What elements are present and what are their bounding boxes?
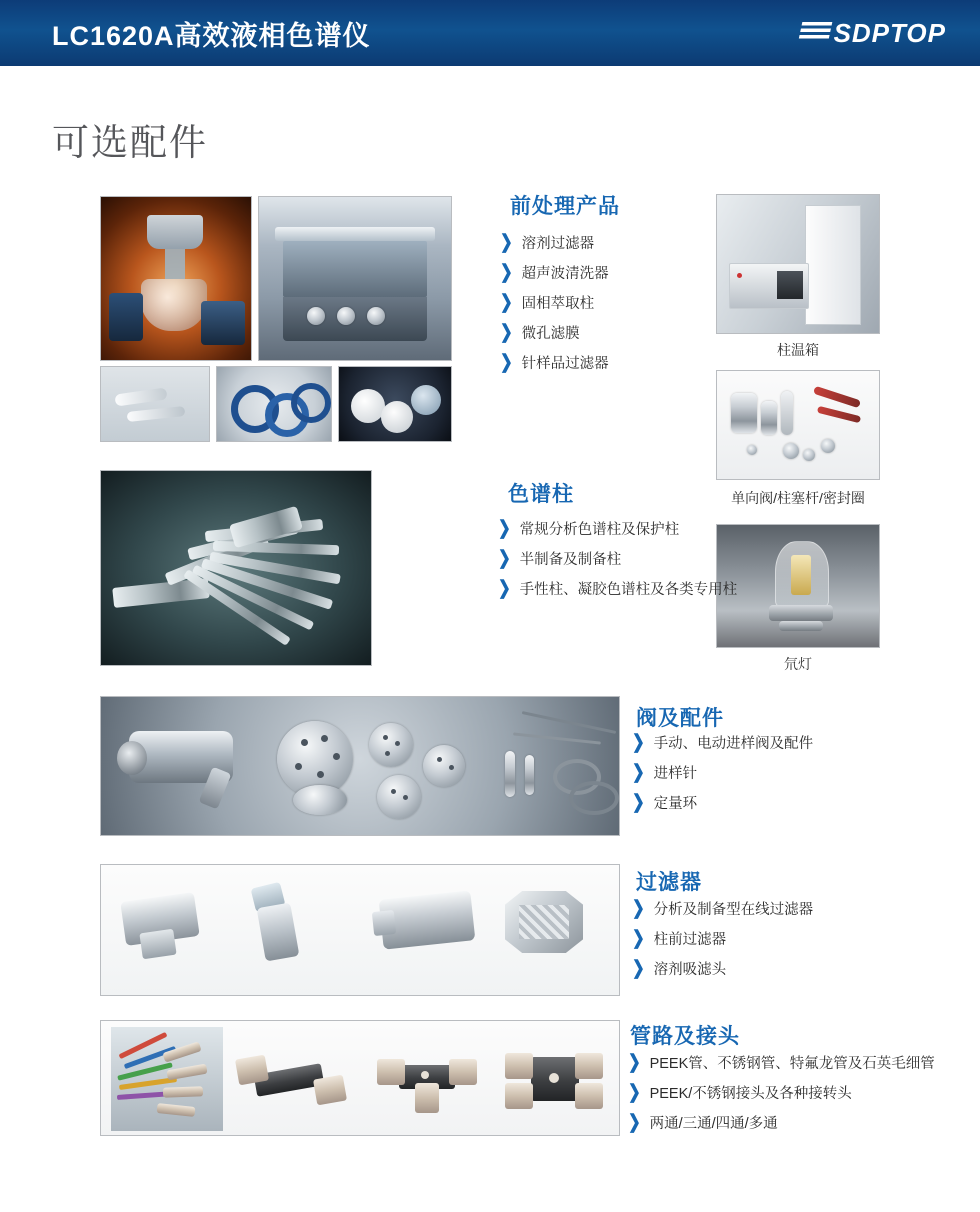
- photo-deuterium-lamp: [716, 524, 880, 648]
- photo-tubing-fittings: [100, 1020, 620, 1136]
- section-title-valves: 阀及配件: [636, 707, 724, 730]
- photo-injection-valves: [100, 696, 620, 836]
- chevron-right-icon: ❯: [498, 577, 511, 600]
- list-item: ❯ 超声波清洗器: [500, 261, 609, 284]
- list-item: ❯ 柱前过滤器: [632, 927, 727, 950]
- section-title-pretreatment: 前处理产品: [510, 195, 620, 218]
- photo-microporous-membrane: [338, 366, 452, 442]
- photo-chromatography-columns: [100, 470, 372, 666]
- section-bullets-tubing: [628, 1052, 935, 1142]
- photo-check-valve-kit: [716, 370, 880, 480]
- list-item: ❯ 溶剂过滤器: [500, 231, 595, 254]
- page-title: 可选配件: [52, 122, 208, 163]
- list-item: ❯ 分析及制备型在线过滤器: [632, 897, 814, 920]
- section-bullets-valves: [632, 732, 813, 822]
- chevron-right-icon: ❯: [632, 761, 645, 784]
- chevron-right-icon: ❯: [500, 291, 513, 314]
- brand-logo-text: SDPTOP: [833, 17, 946, 48]
- list-item: ❯ PEEK/不锈钢接头及各种接转头: [628, 1081, 852, 1104]
- chevron-right-icon: ❯: [498, 517, 511, 540]
- chevron-right-icon: ❯: [632, 927, 645, 950]
- sdptop-stripes-logo-icon: [797, 22, 832, 44]
- page-header: [0, 0, 980, 66]
- photo-ultrasonic-cleaner: [258, 196, 452, 361]
- photo-membrane-filters: [216, 366, 332, 442]
- list-item: ❯ 手性柱、凝胶色谱柱及各类专用柱: [498, 577, 738, 600]
- brand-logo: [800, 18, 946, 49]
- chevron-right-icon: ❯: [500, 261, 513, 284]
- chevron-right-icon: ❯: [500, 351, 513, 374]
- chevron-right-icon: ❯: [632, 791, 645, 814]
- section-title-columns: 色谱柱: [508, 483, 574, 506]
- chevron-right-icon: ❯: [628, 1081, 641, 1104]
- chevron-right-icon: ❯: [498, 547, 511, 570]
- section-title-tubing: 管路及接头: [630, 1025, 740, 1048]
- caption-column-oven: 柱温箱: [777, 342, 819, 358]
- list-item: ❯ 定量环: [632, 791, 698, 814]
- photo-inline-filters: [100, 864, 620, 996]
- caption-deuterium-lamp: 氘灯: [784, 656, 812, 672]
- list-item: ❯ 半制备及制备柱: [498, 547, 622, 570]
- list-item: ❯ 针样品过滤器: [500, 351, 609, 374]
- section-bullets-filters: [632, 898, 813, 988]
- list-item: ❯ 微孔滤膜: [500, 321, 580, 344]
- photo-solvent-filter: [100, 196, 252, 361]
- chevron-right-icon: ❯: [632, 897, 645, 920]
- photo-column-oven: [716, 194, 880, 334]
- chevron-right-icon: ❯: [632, 731, 645, 754]
- chevron-right-icon: ❯: [500, 321, 513, 344]
- list-item: ❯ 进样针: [632, 761, 698, 784]
- section-title-filters: 过滤器: [636, 871, 702, 894]
- chevron-right-icon: ❯: [500, 231, 513, 254]
- list-item: ❯ 手动、电动进样阀及配件: [632, 731, 814, 754]
- caption-check-valve-kit: 单向阀/柱塞杆/密封圈: [731, 490, 865, 506]
- list-item: ❯ 常规分析色谱柱及保护柱: [498, 517, 680, 540]
- list-item: ❯ PEEK管、不锈钢管、特氟龙管及石英毛细管: [628, 1051, 935, 1074]
- product-title: LC1620A高效液相色谱仪: [52, 20, 371, 51]
- chevron-right-icon: ❯: [632, 957, 645, 980]
- chevron-right-icon: ❯: [628, 1051, 641, 1074]
- photo-spe-cartridges: [100, 366, 210, 442]
- section-bullets-columns: [498, 518, 737, 608]
- list-item: ❯ 溶剂吸滤头: [632, 957, 727, 980]
- list-item: ❯ 两通/三通/四通/多通: [628, 1111, 778, 1134]
- section-bullets-pretreatment: [500, 232, 609, 382]
- chevron-right-icon: ❯: [628, 1111, 641, 1134]
- list-item: ❯ 固相萃取柱: [500, 291, 595, 314]
